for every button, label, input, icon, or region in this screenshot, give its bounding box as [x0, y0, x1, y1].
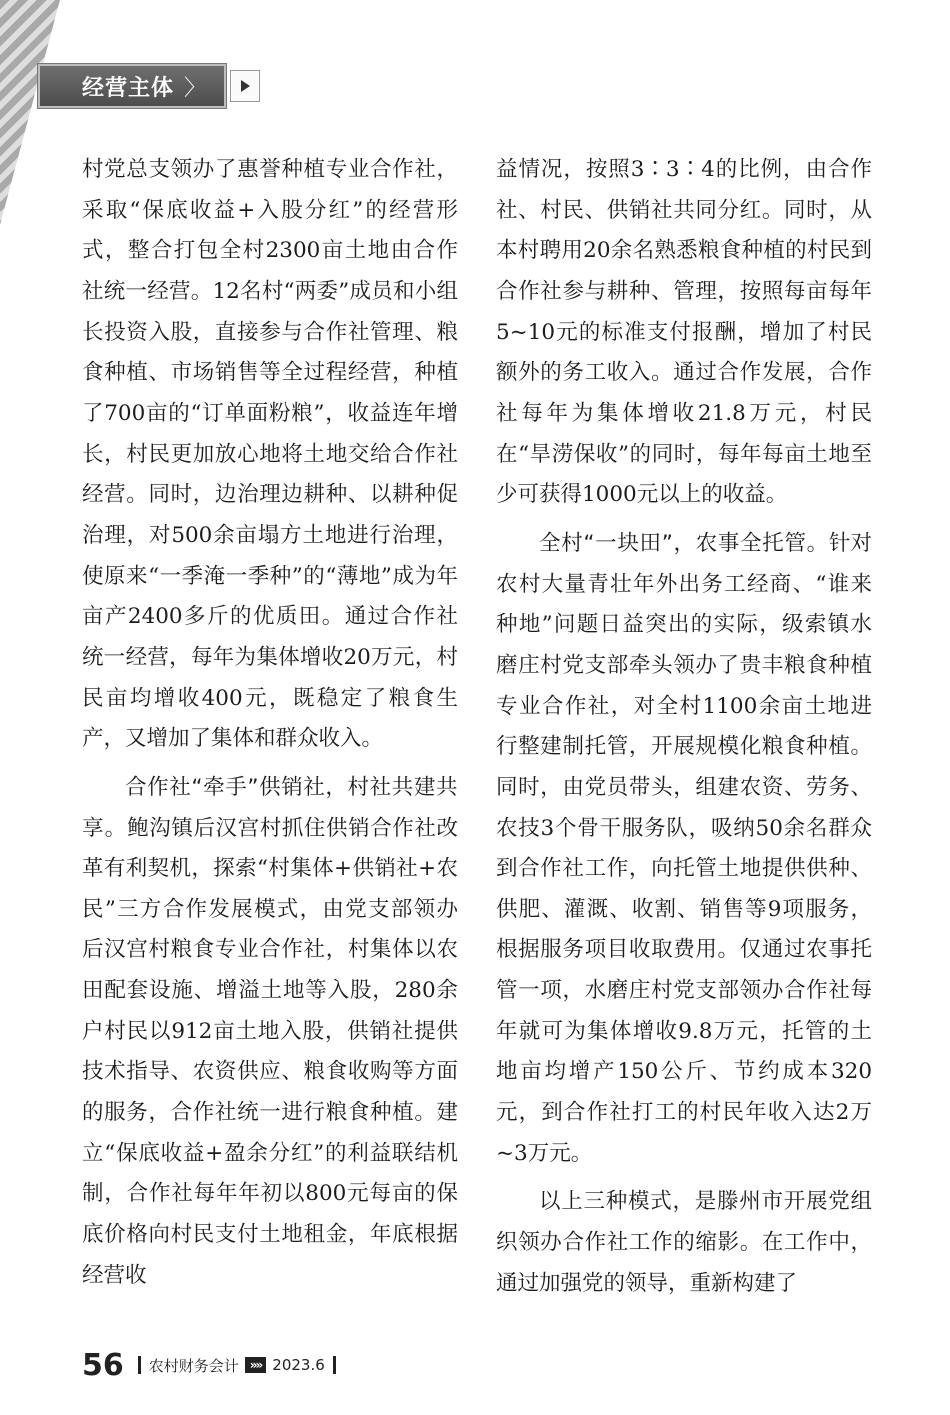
page-footer — [82, 1345, 344, 1385]
corner-stripe-decoration — [0, 0, 60, 225]
issue-date: 2023.6 — [272, 1356, 325, 1374]
divider — [138, 1356, 141, 1374]
chevron-right-icon: 〉 — [184, 75, 208, 101]
paragraph-body: 针对农村大量青壮年外出务工经商、“谁来种地”问题日益突出的实际，级索镇水磨庄村党支部牵头领办了贵丰粮食种植专业合作社，对全村1100余亩土地进行整建制托管，开展规模化粮食种植。同时，由党员带头，组建农资、劳务、农技3个骨干服务队，吸纳50余名群众到合作社工作，向托管土地提供供种、供肥、灌溉、收割、销售等9项服务，根据服务项目收取费用。仅通过农事托管一项，水磨庄村党支部领办合作社每年就可为集体增收9.8万元，托管的土地亩均增产150公斤、节约成本320元，到合作社打工的村民年收入达2万~3万元。 — [496, 530, 872, 1166]
paragraph — [82, 768, 458, 1297]
section-header — [38, 64, 226, 108]
section-title: 经营主体 — [82, 75, 175, 101]
paragraph-body: 鲍沟镇后汉宫村抓住供销合作社改革有利契机，探索“村集体+供销社+农民”三方合作发展模式，由党支部领办后汉宫村粮食专业合作社，村集体以农田配套设施、增溢土地等入股，280余户村民以912亩土地入股，供销社提供技术指导、农资供应、粮食收购等方面的服务，合作社统一进行粮食种植。建立“保底收益+盈余分红”的利益联结机制，合作社每年年初以800元每亩的保底价格向村民支付土地租金，年底根据经营收 — [82, 815, 458, 1288]
paragraph: 村党总支领办了惠誉种植专业合作社，采取“保底收益+入股分红”的经营形式，整合打包全村2300亩土地由合作社统一经营。12名村“两委”成员和小组长投资入股，直接参与合作社管理、粮食种植、市场销售等全过程经营，种植了700亩的“订单面粉粮”，收益连年增长，村民更加放心地将土地交给合作社经营。同时，边治理边耕种、以耕种促治理，对500余亩塌方土地进行治理，使原来“一季淹一季种”的“薄地”成为年亩产2400多斤的优质田。通过合作社统一经营，每年为集体增收20万元，村民亩均增收400元，既稳定了粮食生产，又增加了集体和群众收入。 — [82, 157, 458, 752]
page-number: 56 — [82, 1347, 124, 1383]
paragraph-heading: 合作社“牵手”供销社，村社共建共享。 — [82, 774, 458, 841]
paragraph: 益情况，按照3∶3∶4的比例，由合作社、村民、供销社共同分红。同时，从本村聘用20余名熟悉粮食种植的村民到合作社参与耕种、管理，按照每亩每年5~10元的标准支付报酬，增加了村民额外的务工收入。通过合作发展，合作社每年为集体增收21.8万元，村民在“旱涝保收”的同时，每年每亩土地至少可获得1000元以上的收益。 — [496, 157, 872, 508]
divider — [333, 1356, 336, 1374]
paragraph: 以上三种模式，是滕州市开展党组织领办合作社工作的缩影。在工作中，通过加强党的领导，重新构建了 — [496, 1189, 872, 1296]
paragraph-heading: 全村“一块田”，农事全托管。 — [539, 530, 829, 556]
right-column — [496, 150, 872, 1304]
left-column — [82, 150, 458, 1296]
magazine-name: 农村财务会计 — [148, 1356, 239, 1375]
double-arrow-icon: »» — [245, 1357, 267, 1373]
paragraph — [496, 524, 872, 1175]
play-arrow-icon — [230, 70, 260, 102]
